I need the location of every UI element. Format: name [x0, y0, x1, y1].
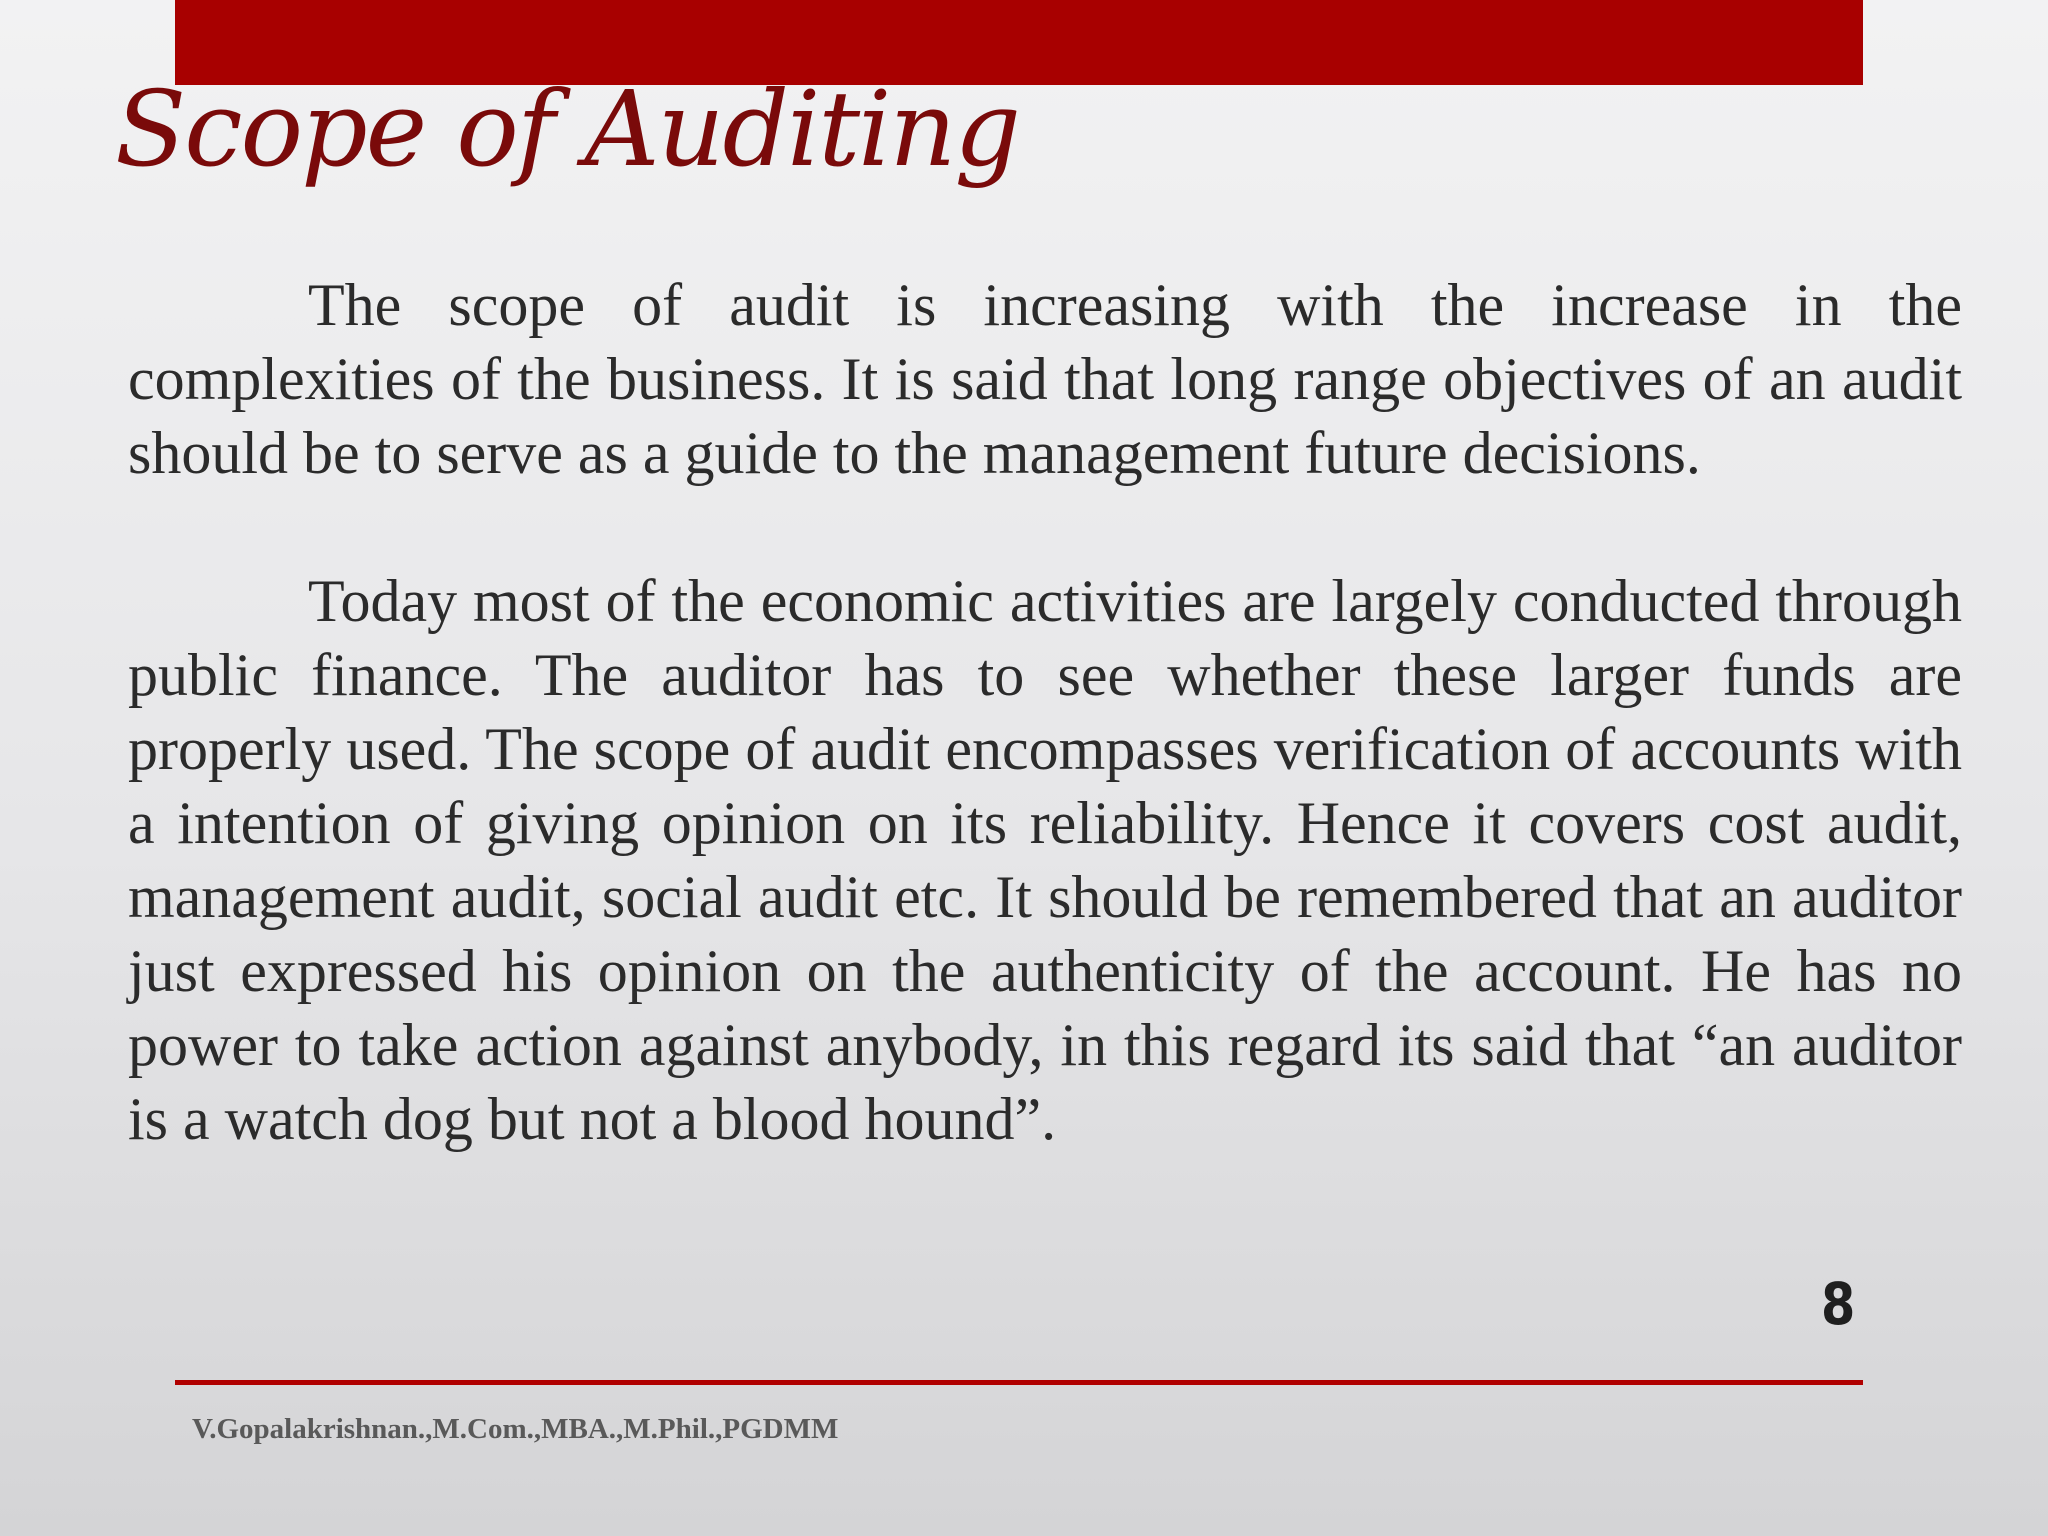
- paragraph-scope-increase: The scope of audit is increasing with the increase in the complexities of the business. It is said that long range objectives of an audit should be to serve as a guide to the management future decisions.: [128, 272, 1962, 486]
- slide-body: [128, 268, 1962, 1156]
- footer-divider: [175, 1380, 1863, 1385]
- paragraph-public-finance: Today most of the economic activities are largely conducted through public finance. The auditor has to see whether these larger funds are properly used. The scope of audit encompasses verification of accounts with a intention of giving opinion on its reliability. Hence it covers cost audit, management audit, social audit etc. It should be remembered that an auditor just expressed his opinion on the authenticity of the account. He has no power to take action against anybody, in this regard its said that “an auditor is a watch dog but not a blood hound”.: [128, 568, 1962, 1152]
- author-footer: V.Gopalakrishnan.,M.Com.,MBA.,M.Phil.,PGDMM: [192, 1413, 839, 1445]
- slide-title: Scope of Auditing: [115, 68, 1019, 190]
- page-number: 8: [1821, 1270, 1856, 1338]
